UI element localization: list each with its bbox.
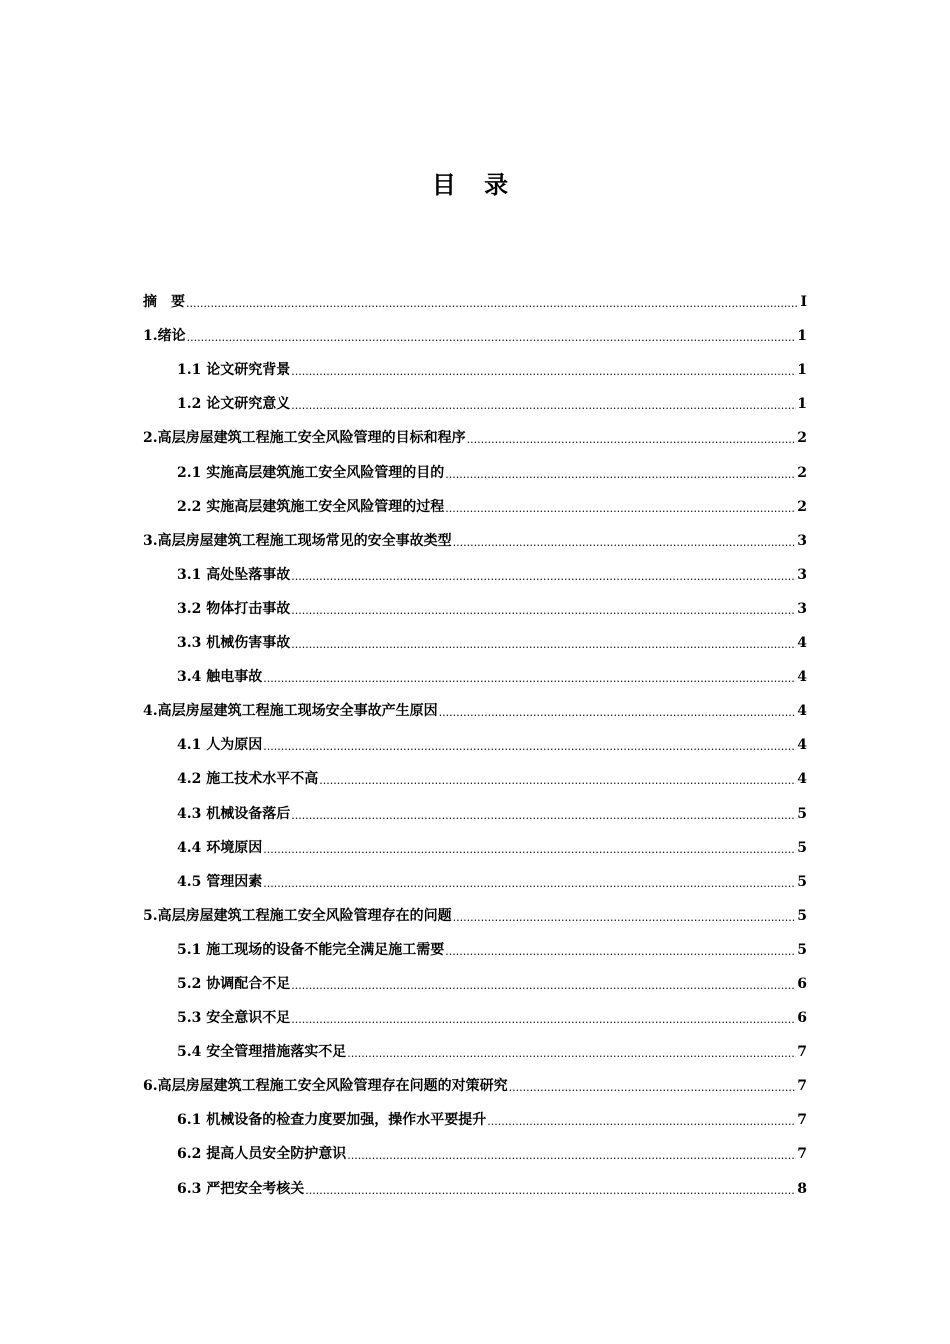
toc-section-entry[interactable]	[143, 351, 807, 385]
toc-chapter-entry[interactable]	[143, 317, 807, 351]
toc-entry-text: 1.绪论	[143, 328, 186, 345]
toc-entry-text: 5.3 安全意识不足	[177, 1010, 291, 1027]
toc-entry-text: 3.1 高处坠落事故	[177, 566, 291, 583]
toc-dot-leader	[439, 706, 797, 720]
toc-section-entry[interactable]	[143, 453, 807, 487]
toc-section-entry[interactable]	[143, 794, 807, 828]
toc-entry-text: 6.2 提高人员安全防护意识	[177, 1146, 347, 1163]
toc-entry-text: 4.2 施工技术水平不高	[177, 771, 319, 788]
toc-section-entry[interactable]	[143, 999, 807, 1033]
toc-entry-text: 5.2 协调配合不足	[177, 975, 291, 992]
toc-page-number: 4	[797, 737, 807, 754]
toc-section-entry[interactable]	[143, 556, 807, 590]
toc-chapter-entry[interactable]	[143, 283, 807, 317]
toc-entry-text: 1.1 论文研究背景	[177, 362, 291, 379]
toc-entry-text: 3.2 物体打击事故	[177, 600, 291, 617]
toc-section-entry[interactable]	[143, 829, 807, 863]
toc-page-number: 5	[797, 873, 807, 890]
toc-entry-text: 2.高层房屋建筑工程施工安全风险管理的目标和程序	[143, 430, 466, 447]
toc-dot-leader	[263, 843, 796, 857]
toc-dot-leader	[187, 331, 797, 345]
toc-section-entry[interactable]	[143, 726, 807, 760]
toc-page-number: 5	[797, 941, 807, 958]
toc-title: 目 录	[431, 171, 519, 199]
toc-section-entry[interactable]	[143, 590, 807, 624]
toc-page-number: 5	[797, 805, 807, 822]
toc-entry-text: 3.高层房屋建筑工程施工现场常见的安全事故类型	[143, 532, 452, 549]
toc-section-entry[interactable]	[143, 1169, 807, 1203]
toc-page-number: 6	[797, 975, 807, 992]
toc-chapter-entry[interactable]	[143, 522, 807, 556]
toc-page-number: 2	[797, 464, 807, 481]
toc-entry-text: 4.5 管理因素	[177, 873, 263, 890]
toc-dot-leader	[263, 672, 796, 686]
toc-section-entry[interactable]	[143, 931, 807, 965]
toc-page-number: 4	[797, 771, 807, 788]
toc-dot-leader	[291, 365, 796, 379]
toc-entry-text: 3.4 触电事故	[177, 669, 263, 686]
toc-page-number: 1	[797, 328, 807, 345]
toc-page-number: 7	[797, 1044, 807, 1061]
toc-page-number: 5	[797, 907, 807, 924]
toc-dot-leader	[291, 809, 796, 823]
toc-page-number: I	[800, 294, 807, 311]
toc-dot-leader	[186, 297, 799, 311]
toc-entry-text: 5.1 施工现场的设备不能完全满足施工需要	[177, 941, 445, 958]
toc-dot-leader	[453, 911, 797, 925]
toc-page-number: 3	[797, 566, 807, 583]
toc-section-entry[interactable]	[143, 624, 807, 658]
toc-entry-text: 3.3 机械伤害事故	[177, 635, 291, 652]
toc-section-entry[interactable]	[143, 1033, 807, 1067]
toc-dot-leader	[445, 945, 796, 959]
toc-entry-text: 6.1 机械设备的检查力度要加强，操作水平要提升	[177, 1112, 487, 1129]
toc-entry-text: 6.3 严把安全考核关	[177, 1180, 305, 1197]
toc-entry-text: 2.1 实施高层建筑施工安全风险管理的目的	[177, 464, 445, 481]
toc-section-entry[interactable]	[143, 385, 807, 419]
toc-page-number: 4	[797, 669, 807, 686]
toc-chapter-entry[interactable]	[143, 692, 807, 726]
toc-dot-leader	[263, 740, 796, 754]
toc-section-entry[interactable]	[143, 965, 807, 999]
toc-dot-leader	[319, 774, 796, 788]
toc-dot-leader	[305, 1184, 796, 1198]
toc-dot-leader	[467, 433, 797, 447]
toc-page-number: 5	[797, 839, 807, 856]
toc-page-number: 2	[797, 430, 807, 447]
toc-section-entry[interactable]	[143, 658, 807, 692]
toc-section-entry[interactable]	[143, 1135, 807, 1169]
toc-dot-leader	[509, 1081, 797, 1095]
toc-entry-text: 4.4 环境原因	[177, 839, 263, 856]
toc-page-number: 3	[797, 532, 807, 549]
toc-section-entry[interactable]	[143, 760, 807, 794]
toc-dot-leader	[291, 399, 796, 413]
toc-entry-text: 5.4 安全管理措施落实不足	[177, 1044, 347, 1061]
toc-entry-text: 2.2 实施高层建筑施工安全风险管理的过程	[177, 498, 445, 515]
toc-page-number: 7	[797, 1146, 807, 1163]
toc-section-entry[interactable]	[143, 488, 807, 522]
toc-page-number: 4	[797, 703, 807, 720]
toc-chapter-entry[interactable]	[143, 419, 807, 453]
toc-list	[143, 283, 807, 1204]
toc-section-entry[interactable]	[143, 863, 807, 897]
toc-page-number: 7	[797, 1078, 807, 1095]
toc-page-number: 7	[797, 1112, 807, 1129]
toc-dot-leader	[263, 877, 796, 891]
toc-page-number: 1	[797, 362, 807, 379]
toc-dot-leader	[291, 638, 796, 652]
toc-dot-leader	[291, 979, 796, 993]
toc-dot-leader	[445, 502, 796, 516]
toc-dot-leader	[347, 1149, 796, 1163]
toc-dot-leader	[487, 1115, 796, 1129]
toc-dot-leader	[445, 468, 796, 482]
toc-entry-text: 摘 要	[143, 294, 185, 311]
toc-entry-text: 5.高层房屋建筑工程施工安全风险管理存在的问题	[143, 907, 452, 924]
toc-dot-leader	[291, 570, 796, 584]
toc-entry-text: 1.2 论文研究意义	[177, 396, 291, 413]
toc-dot-leader	[453, 536, 797, 550]
toc-entry-text: 4.高层房屋建筑工程施工现场安全事故产生原因	[143, 703, 438, 720]
toc-section-entry[interactable]	[143, 1101, 807, 1135]
toc-entry-text: 4.3 机械设备落后	[177, 805, 291, 822]
toc-page-number: 4	[797, 635, 807, 652]
toc-chapter-entry[interactable]	[143, 897, 807, 931]
toc-entry-text: 4.1 人为原因	[177, 737, 263, 754]
toc-page-number: 3	[797, 600, 807, 617]
toc-entry-text: 6.高层房屋建筑工程施工安全风险管理存在问题的对策研究	[143, 1078, 508, 1095]
toc-page-number: 8	[797, 1180, 807, 1197]
toc-dot-leader	[347, 1047, 796, 1061]
toc-page-number: 2	[797, 498, 807, 515]
toc-chapter-entry[interactable]	[143, 1067, 807, 1101]
toc-page-number: 1	[797, 396, 807, 413]
toc-dot-leader	[291, 1013, 796, 1027]
toc-page-number: 6	[797, 1010, 807, 1027]
toc-dot-leader	[291, 604, 796, 618]
